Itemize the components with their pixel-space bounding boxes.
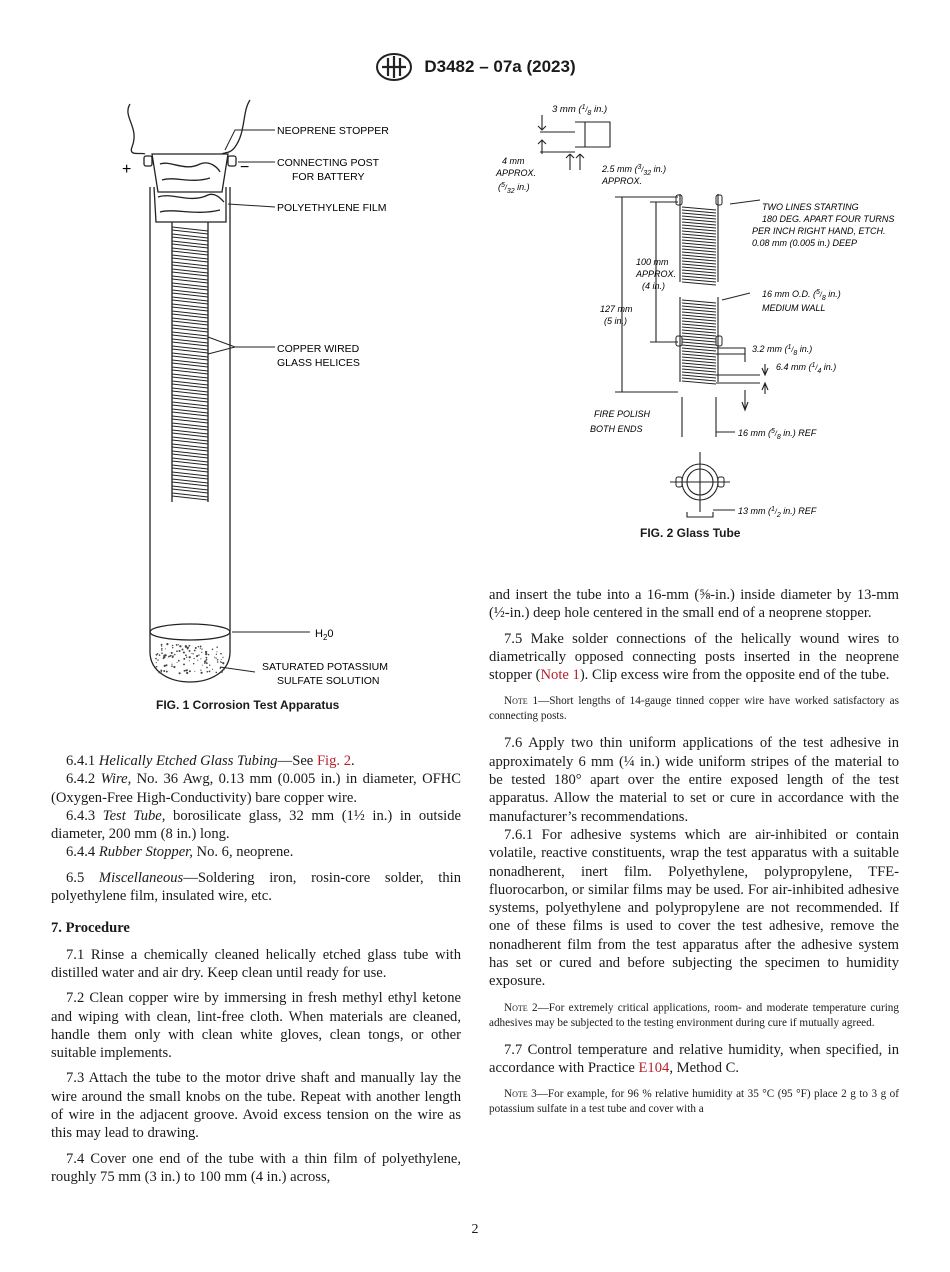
note-1: Note 1—Short lengths of 14-gauge tinned copper wire have worked satisfactory as connecting posts.: [489, 695, 900, 723]
precipitate-dot: [161, 648, 163, 650]
link-note-1[interactable]: Note 1: [540, 667, 580, 684]
precipitate-dot: [195, 647, 197, 649]
helix-groove: [682, 237, 716, 243]
precipitate-dot: [161, 671, 162, 672]
helix-groove: [682, 360, 716, 366]
precipitate-dot: [178, 660, 180, 662]
para-7-6: 7.6 Apply two thin uniform applications of the test adhesive in approximately 6 mm (¼ in.) wide uniform stripes of the material to be tested 180° apart over the entire exposed length of the test apparatus. Allow the material to set or cure in accordance with the manufacturer’s recommendations.: [489, 735, 899, 825]
helix-groove: [682, 261, 716, 267]
para-7-4: 7.4 Cover one end of the tube with a thin film of polyethylene, roughly 75 mm (3 in.) to 100 mm (4 in.) across,: [51, 1150, 461, 1185]
label-180-deg: 180 DEG. APART FOUR TURNS: [762, 214, 895, 224]
para-6-4-2: 6.4.2 Wire, No. 36 Awg, 0.13 mm (0.005 in.) in diameter, OFHC (Oxygen-Free High-Conductivity) bare copper wire.: [51, 771, 461, 806]
para-6-4-1: 6.4.1 Helically Etched Glass Tubing—See Fig. 2.: [66, 753, 355, 769]
precipitate-dot: [200, 658, 201, 659]
precipitate-dot: [163, 670, 165, 672]
helix-groove: [682, 318, 716, 324]
precipitate-dot: [215, 657, 216, 658]
link-fig-2[interactable]: Fig. 2: [316, 753, 351, 769]
precipitate-dot: [172, 645, 174, 647]
precipitate-dot: [161, 644, 163, 646]
precipitate-dot: [185, 669, 187, 671]
astm-logo-icon: [374, 52, 414, 82]
helix-groove: [682, 336, 716, 342]
dim-127mm: 127 mm: [600, 304, 633, 314]
label-glass-helices: GLASS HELICES: [277, 357, 360, 369]
fig1-caption: FIG. 1 Corrosion Test Apparatus: [156, 698, 340, 712]
precipitate-dot: [171, 665, 172, 666]
precipitate-dot: [206, 659, 208, 661]
precipitate-dot: [186, 657, 187, 658]
precipitate-dot: [164, 665, 166, 667]
precipitate-dot: [188, 645, 190, 647]
fig2-caption: FIG. 2 Glass Tube: [640, 526, 741, 540]
precipitate-dot: [166, 643, 168, 645]
precipitate-dot: [206, 667, 208, 669]
precipitate-dot: [200, 669, 201, 670]
helix-groove: [682, 366, 716, 372]
para-7-6-1: 7.6.1 For adhesive systems which are air-inhibited or contain volatile, reactive constituents, wrap the test apparatus with a suitable nonadherent, inert film. Polyethylene, polypropylene, TFE-fluorocarbon, or similar films may be used. For air-inhibited adhesive systems, polyethylene and polypropylene are not recommended. If one of these films is used to cover the test adhesive, remove the nonadherent film from the test apparatus after the adhesive system has set or cured and before subjecting the specimen to humidity exposure.: [489, 826, 899, 990]
label-etch-depth: 0.08 mm (0.005 in.) DEEP: [752, 238, 858, 248]
label-saturated-potassium: SATURATED POTASSIUM: [262, 661, 389, 673]
precipitate-dot: [216, 654, 217, 655]
precipitate-dot: [156, 654, 158, 656]
plus-terminal: +: [122, 161, 132, 178]
label-two-lines: TWO LINES STARTING: [762, 202, 859, 212]
precipitate-dot: [172, 655, 174, 657]
precipitate-dot: [161, 652, 163, 654]
precipitate-dot: [198, 654, 199, 655]
helix-groove: [682, 267, 716, 273]
precipitate-dot: [187, 648, 189, 650]
dim-3-2mm: 3.2 mm ($^1_{/8}$ in.): [752, 344, 813, 357]
helix-groove: [682, 249, 716, 255]
helix-groove: [682, 243, 716, 249]
precipitate-dot: [156, 662, 157, 663]
precipitate-dot: [177, 662, 178, 663]
precipitate-dot: [160, 669, 162, 671]
precipitate-dot: [200, 672, 202, 674]
precipitate-dot: [186, 672, 188, 674]
precipitate-dot: [220, 653, 222, 655]
precipitate-dot: [205, 651, 207, 653]
label-sulfate-solution: SULFATE SOLUTION: [277, 675, 380, 687]
precipitate-dot: [197, 655, 198, 656]
helix-groove: [682, 306, 716, 312]
precipitate-dot: [221, 671, 223, 673]
precipitate-dot: [178, 650, 180, 652]
precipitate-dot: [163, 658, 165, 660]
precipitate-dot: [223, 663, 224, 664]
left-column: [51, 752, 461, 1193]
right-column: [489, 586, 899, 1127]
label-both-ends: BOTH ENDS: [590, 424, 643, 434]
precipitate-dot: [168, 656, 170, 658]
helix-groove: [682, 330, 716, 336]
precipitate-dot: [205, 653, 207, 655]
precipitate-dot: [198, 646, 200, 648]
precipitate-dot: [193, 663, 195, 665]
helix-groove: [682, 348, 716, 354]
precipitate-dot: [171, 652, 173, 654]
note-3: Note 3—For example, for 96 % relative humidity at 35 °C (95 °F) place 2 g to 3 g of potassium sulfate in a test tube and cover with a: [489, 1088, 899, 1116]
helix-groove: [682, 273, 716, 279]
label-fire-polish: FIRE POLISH: [594, 409, 651, 419]
precipitate-dot: [189, 660, 190, 661]
precipitate-dot: [220, 661, 221, 662]
precipitate-dot: [193, 653, 194, 654]
label-neoprene-stopper: NEOPRENE STOPPER: [277, 125, 389, 137]
helix-groove: [682, 372, 716, 378]
fig2-glass-tube-drawing: [490, 92, 900, 552]
helix-groove: [682, 219, 716, 225]
precipitate-dot: [183, 651, 185, 653]
precipitate-dot: [166, 664, 168, 666]
dim-2-5mm: 2.5 mm ($^3_{/32}$ in.): [602, 164, 667, 177]
precipitate-dot: [171, 655, 172, 656]
precipitate-dot: [201, 648, 202, 649]
dim-100mm: 100 mm: [636, 257, 669, 267]
precipitate-dot: [206, 657, 208, 659]
precipitate-dot: [206, 662, 208, 664]
helix-groove: [682, 354, 716, 360]
helix-groove: [682, 279, 716, 285]
link-e104[interactable]: E104: [638, 1059, 670, 1076]
precipitate-dot: [165, 648, 166, 649]
precipitate-dot: [222, 657, 223, 658]
precipitate-dot: [183, 663, 185, 665]
precipitate-dot: [159, 654, 161, 656]
precipitate-dot: [185, 645, 187, 647]
helix-groove: [682, 312, 716, 318]
precipitate-dot: [209, 665, 210, 666]
precipitate-dot: [157, 659, 158, 660]
precipitate-dot: [164, 654, 166, 656]
precipitate-dot: [202, 665, 203, 666]
precipitate-dot: [178, 644, 179, 645]
precipitate-dot: [176, 644, 178, 646]
precipitate-dot: [212, 669, 213, 670]
precipitate-dot: [200, 647, 201, 648]
para-7-1: 7.1 Rinse a chemically cleaned helically etched glass tube with distilled water and air dry. Keep clean until ready for use.: [51, 946, 461, 981]
precipitate-dot: [158, 671, 160, 673]
dim-4mm-approx: APPROX.: [496, 168, 537, 178]
dim-4mm: 4 mm: [502, 156, 525, 166]
minus-terminal: −: [240, 159, 250, 176]
helix-groove: [682, 324, 716, 330]
precipitate-dot: [223, 668, 225, 670]
dim-16mm-ref: 16 mm ($^5_{/8}$ in.) REF: [738, 428, 817, 441]
label-connecting-post: CONNECTING POST: [277, 157, 380, 169]
precipitate-dot: [184, 670, 186, 672]
precipitate-dot: [185, 654, 187, 656]
precipitate-dot: [189, 670, 191, 672]
dim-2-5mm-approx: APPROX.: [602, 176, 643, 186]
fig1-corrosion-apparatus-drawing: [50, 92, 470, 732]
precipitate-dot: [156, 666, 158, 668]
dim-6-4mm: 6.4 mm ($^1_{/4}$ in.): [776, 362, 837, 375]
para-7-4-cont: and insert the tube into a 16-mm (⅝-in.) inside diameter by 13-mm (½-in.) deep hole centered in the small end of a neoprene stopper.: [489, 587, 899, 622]
precipitate-dot: [194, 671, 195, 672]
helix-groove: [682, 207, 716, 213]
dim-3mm: 3 mm ($^1_{/8}$ in.): [552, 104, 608, 117]
precipitate-dot: [217, 659, 219, 661]
precipitate-dot: [201, 652, 202, 653]
precipitate-dot: [189, 656, 191, 658]
para-7-2: 7.2 Clean copper wire by immersing in fresh methyl ethyl ketone and wiping with clean, lint-free cloth. When materials are cleaned, handle them only with clean white gloves, clean tongs, or other suitable implements.: [51, 990, 461, 1062]
dim-4mm-inches: ($^5_{/32}$ in.): [498, 182, 530, 195]
precipitate-dot: [208, 654, 210, 656]
precipitate-dot: [206, 671, 208, 673]
precipitate-dot: [191, 653, 192, 654]
helix-groove: [682, 231, 716, 237]
helix-groove: [682, 213, 716, 219]
precipitate-dot: [204, 660, 206, 662]
helix-groove: [682, 342, 716, 348]
page-header: [0, 52, 950, 82]
precipitate-dot: [179, 645, 181, 647]
precipitate-dot: [171, 664, 172, 665]
precipitate-dot: [173, 666, 175, 668]
label-medium-wall: MEDIUM WALL: [762, 303, 826, 313]
precipitate-dot: [216, 646, 218, 648]
helix-groove: [682, 300, 716, 306]
precipitate-dot: [197, 660, 198, 661]
label-per-inch: PER INCH RIGHT HAND, ETCH.: [752, 226, 886, 236]
dim-127mm-in: (5 in.): [604, 316, 628, 326]
para-6-4-4: 6.4.4 Rubber Stopper, No. 6, neoprene.: [66, 844, 294, 861]
precipitate-dot: [209, 671, 211, 673]
precipitate-dot: [216, 651, 217, 652]
dim-100mm-approx: APPROX.: [636, 269, 677, 279]
para-6-4-3: 6.4.3 Test Tube, borosilicate glass, 32 mm (1½ in.) in outside diameter, 200 mm (8 in.) long.: [51, 807, 461, 843]
precipitate-dot: [212, 649, 213, 650]
para-7-5: 7.5 Make solder connections of the helically wound wires to diametrically opposed connecting posts inserted in the neoprene stopper (Note 1). Clip excess wire from the opposite end of the tube.: [489, 630, 899, 684]
precipitate-dot: [166, 671, 168, 673]
label-connecting-post-2: FOR BATTERY: [292, 171, 365, 183]
precipitate-dot: [193, 658, 194, 659]
precipitate-dot: [200, 645, 202, 647]
precipitate-dot: [182, 649, 184, 651]
precipitate-dot: [161, 650, 162, 651]
label-outer-diameter: 16 mm O.D. ($^5_{/8}$ in.): [762, 289, 841, 302]
label-h2o: $H_20$: [315, 628, 334, 642]
precipitate-dot: [214, 657, 215, 658]
precipitate-dot: [174, 654, 175, 655]
precipitate-dot: [221, 659, 222, 660]
dim-100mm-in: (4 in.): [642, 281, 666, 291]
dim-13mm-ref: 13 mm ($^1_{/2}$ in.) REF: [738, 506, 817, 519]
label-copper-wired: COPPER WIRED: [277, 343, 360, 355]
precipitate-dot: [176, 650, 178, 652]
document-designation: D3482 – 07a (2023): [424, 57, 576, 76]
precipitate-dot: [183, 658, 185, 660]
page-number: 2: [471, 1222, 479, 1237]
precipitate-dot: [179, 672, 181, 674]
precipitate-dot: [217, 661, 219, 663]
section-heading-procedure: 7. Procedure: [51, 920, 130, 937]
para-7-7: 7.7 Control temperature and relative humidity, when specified, in accordance with Practice E104, Method C.: [489, 1041, 899, 1076]
precipitate-dot: [189, 650, 191, 652]
para-7-3: 7.3 Attach the tube to the motor drive shaft and manually lay the wire around the small knobs on the tube. Repeat with another length of wire in the adjacent groove. Avoid excess tension on the wire as this may lead to drawing.: [51, 1070, 461, 1142]
precipitate-dot: [216, 672, 218, 674]
precipitate-dot: [172, 647, 173, 648]
para-6-5: 6.5 Miscellaneous—Soldering iron, rosin-core solder, thin polyethylene film, insulated wire, etc.: [51, 869, 462, 905]
label-polyethylene-film: POLYETHYLENE FILM: [277, 202, 387, 214]
note-2: Note 2—For extremely critical applications, room- and moderate temperature curing adhesives may be subjected to the testing environment during cure if mutually agreed.: [489, 1001, 899, 1029]
helix-groove: [682, 378, 716, 384]
precipitate-dot: [194, 650, 196, 652]
helix-groove: [682, 255, 716, 261]
helix-groove: [682, 225, 716, 231]
precipitate-dot: [161, 645, 162, 646]
precipitate-dot: [155, 658, 157, 660]
